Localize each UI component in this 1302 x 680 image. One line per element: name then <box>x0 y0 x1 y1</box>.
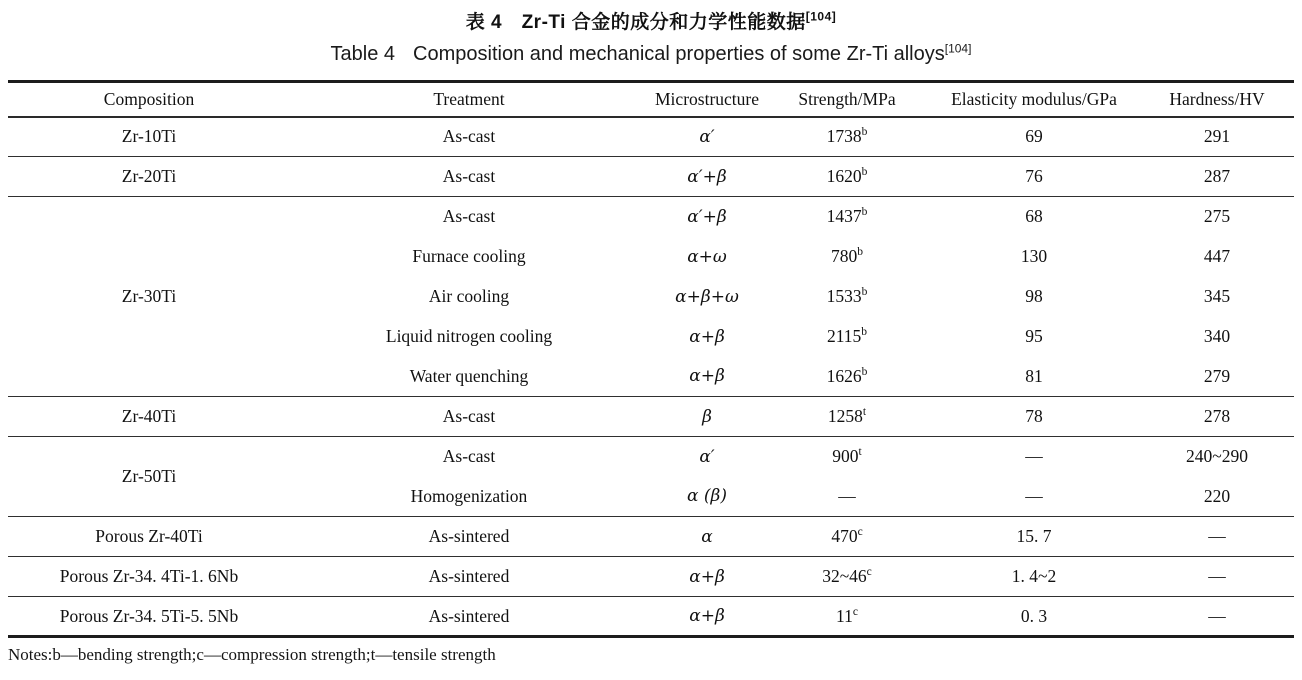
header-row <box>8 82 1294 117</box>
table-row <box>8 517 1294 557</box>
composition-cell: Zr-20Ti <box>121 166 177 186</box>
table-row <box>8 197 1294 237</box>
composition-cell: Zr-30Ti <box>121 286 177 306</box>
table-header <box>8 82 1294 117</box>
hardness-cell: 340 <box>1203 326 1231 346</box>
modulus-cell: 15. 7 <box>1016 526 1052 546</box>
treatment-cell: As-sintered <box>428 526 510 546</box>
table-row <box>8 437 1294 477</box>
treatment-cell: As-sintered <box>428 605 510 626</box>
composition-cell: Zr-40Ti <box>121 406 177 426</box>
caption-en-text: Composition and mechanical properties of some Zr-Ti alloys <box>413 43 945 65</box>
strength-superscript: b <box>861 126 868 139</box>
microstructure-cell: α+β <box>689 366 725 387</box>
hardness-cell: 447 <box>1203 246 1231 266</box>
strength-cell: 32~46$^c$ <box>822 566 872 586</box>
microstructure-cell: α′+β <box>687 166 727 187</box>
microstructure-cell: α′+β <box>687 206 727 227</box>
column-header-treatment: Treatment <box>433 88 505 109</box>
strength-cell: 1620$^b$ <box>826 166 868 186</box>
composition-cell: Zr-50Ti <box>121 466 177 486</box>
strength-cell: 1437$^b$ <box>826 206 868 227</box>
properties-table <box>8 80 1294 638</box>
treatment-cell: Water quenching <box>409 365 529 386</box>
microstructure-cell: α <box>701 526 713 547</box>
hardness-cell: 275 <box>1203 206 1231 227</box>
microstructure-cell: α+ω <box>687 246 727 267</box>
strength-cell: 780$^b$ <box>831 246 863 266</box>
caption-zh-reference: [104] <box>805 9 837 24</box>
table-row <box>8 157 1294 197</box>
caption-en-reference: [104] <box>944 41 972 56</box>
strength-cell: 2115$^b$ <box>826 326 868 346</box>
modulus-cell: 81 <box>1025 365 1043 386</box>
table-body <box>8 117 1294 637</box>
modulus-cell: — <box>1025 485 1043 506</box>
microstructure-cell: α (β) <box>687 486 727 507</box>
caption-zh-text: 表 4 Zr-Ti 合金的成分和力学性能数据 <box>465 12 806 33</box>
strength-cell: 1738$^b$ <box>826 126 868 147</box>
microstructure-cell: β <box>702 406 712 427</box>
microstructure-cell: α+β+ω <box>675 286 739 307</box>
strength-superscript: c <box>852 605 858 618</box>
strength-superscript: b <box>861 326 868 339</box>
strength-cell: — <box>838 485 856 506</box>
strength-cell: 1258$^t$ <box>827 406 867 426</box>
hardness-cell: 287 <box>1203 166 1231 186</box>
hardness-cell: 345 <box>1203 286 1231 306</box>
microstructure-cell: α+β <box>689 326 725 347</box>
hardness-cell: — <box>1208 526 1226 546</box>
strength-superscript: b <box>861 286 868 299</box>
treatment-cell: As-cast <box>442 406 496 426</box>
microstructure-cell: α′ <box>699 446 715 467</box>
modulus-cell: 95 <box>1025 326 1043 346</box>
treatment-cell: As-cast <box>442 206 496 227</box>
strength-superscript: c <box>866 566 872 579</box>
modulus-cell: — <box>1025 446 1043 467</box>
strength-superscript: b <box>861 365 868 378</box>
composition-cell: Porous Zr-34. 5Ti-5. 5Nb <box>59 605 239 626</box>
hardness-cell: — <box>1208 566 1226 586</box>
composition-cell: Zr-10Ti <box>121 126 177 147</box>
table-notes: Notes:b—bending strength;c—compression strength;t—tensile strength <box>8 645 496 664</box>
treatment-cell: Furnace cooling <box>412 246 526 266</box>
column-header-elasticity-modulus: Elasticity modulus/GPa <box>951 88 1117 109</box>
strength-cell: 900$^t$ <box>832 446 862 467</box>
microstructure-cell: α+β <box>689 606 725 626</box>
column-header-microstructure: Microstructure <box>655 88 759 109</box>
hardness-cell: 278 <box>1203 406 1231 426</box>
column-header-strength: Strength/MPa <box>798 88 896 109</box>
treatment-cell: Liquid nitrogen cooling <box>385 326 553 346</box>
column-header-hardness: Hardness/HV <box>1169 88 1265 109</box>
modulus-cell: 98 <box>1025 286 1043 306</box>
hardness-cell: 220 <box>1203 485 1231 506</box>
hardness-cell: 291 <box>1203 126 1231 147</box>
modulus-cell: 130 <box>1020 246 1048 266</box>
strength-superscript: b <box>861 206 868 219</box>
modulus-cell: 68 <box>1025 206 1043 227</box>
table-caption-chinese <box>0 7 1302 34</box>
strength-superscript: b <box>857 246 863 259</box>
treatment-cell: As-cast <box>442 446 496 467</box>
hardness-cell: 279 <box>1203 365 1231 386</box>
modulus-cell: 76 <box>1025 166 1043 186</box>
table-row <box>8 117 1294 157</box>
strength-superscript: c <box>857 526 863 539</box>
table-caption-english <box>0 43 1302 66</box>
modulus-cell: 69 <box>1025 126 1043 147</box>
microstructure-cell: α+β <box>689 566 725 587</box>
treatment-cell: As-sintered <box>428 566 510 586</box>
table-row <box>8 557 1294 597</box>
strength-superscript: b <box>861 166 868 179</box>
hardness-cell: — <box>1208 605 1226 626</box>
strength-cell: 1533$^b$ <box>826 286 868 306</box>
treatment-cell: Homogenization <box>410 485 528 506</box>
modulus-cell: 1. 4~2 <box>1011 566 1057 586</box>
table-row <box>8 397 1294 437</box>
composition-cell: Porous Zr-34. 4Ti-1. 6Nb <box>59 566 239 586</box>
column-header-composition: Composition <box>103 88 195 109</box>
strength-cell: 470$^c$ <box>831 526 863 546</box>
strength-cell: 1626$^b$ <box>826 365 868 386</box>
strength-superscript: t <box>858 446 862 459</box>
composition-cell: Porous Zr-40Ti <box>95 526 203 546</box>
treatment-cell: As-cast <box>442 126 496 147</box>
hardness-cell: 240~290 <box>1186 446 1248 467</box>
treatment-cell: As-cast <box>442 166 496 186</box>
table-row <box>8 597 1294 637</box>
strength-superscript: t <box>862 406 867 419</box>
treatment-cell: Air cooling <box>428 286 510 306</box>
modulus-cell: 78 <box>1025 406 1043 426</box>
strength-cell: 11$^c$ <box>836 605 858 626</box>
caption-en-label: Table 4 <box>330 43 396 65</box>
microstructure-cell: α′ <box>699 126 715 147</box>
modulus-cell: 0. 3 <box>1020 605 1048 626</box>
